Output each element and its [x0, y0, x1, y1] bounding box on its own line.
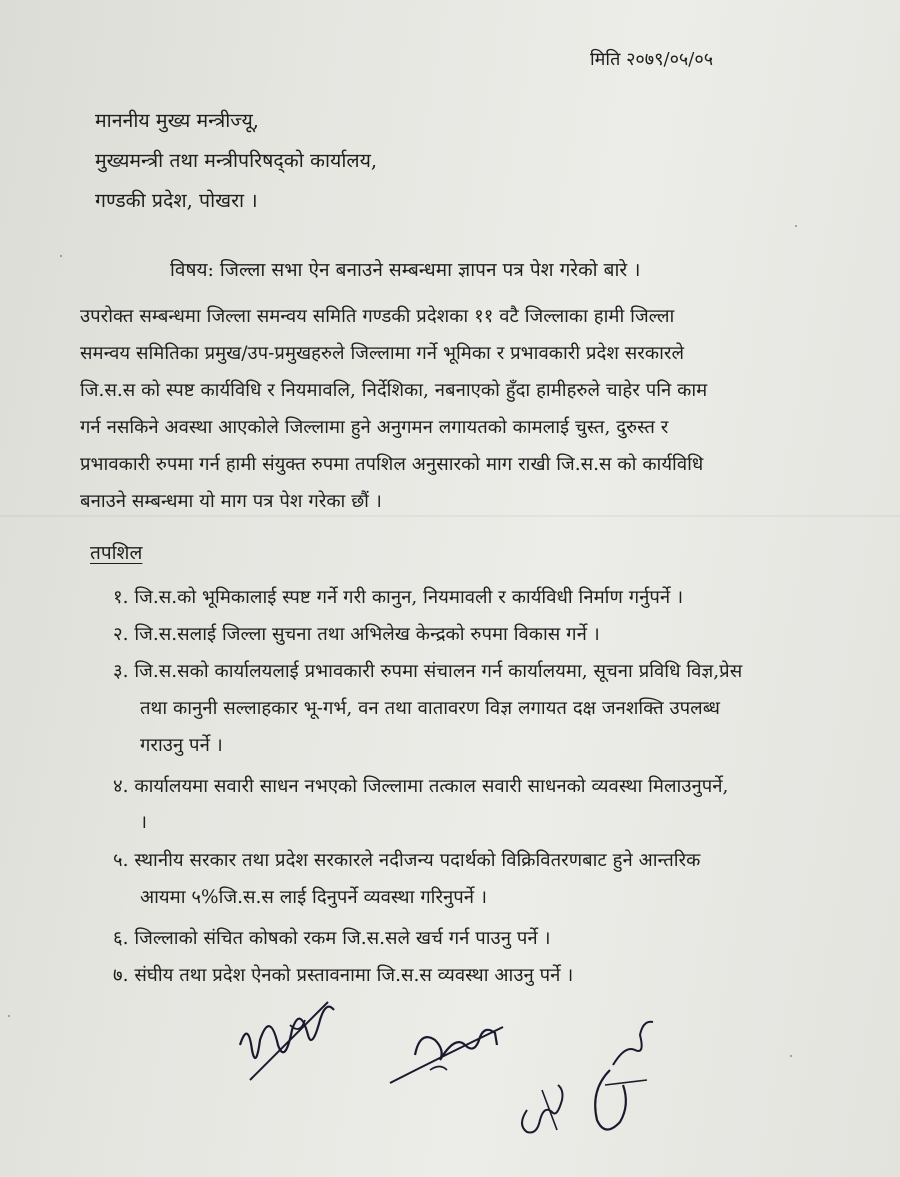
list-item-3-cont-1: तथा कानुनी सल्लाहकार भू-गर्भ, वन तथा वातावरण विज्ञ लगायत दक्ष जनशक्ति उपलब्ध	[140, 698, 720, 719]
body-line-1: उपरोक्त सम्बन्धमा जिल्ला समन्वय समिति गण्डकी प्रदेशका ११ वटै जिल्लाका हामी जिल्ला	[80, 306, 675, 327]
list-item-7: ७. संघीय तथा प्रदेश ऐनको प्रस्तावनामा जि.स.स व्यवस्था आउनु पर्ने ।	[113, 965, 574, 986]
paper-speck	[60, 255, 62, 257]
list-item-4-cont: ।	[140, 812, 148, 833]
list-item-4: ४. कार्यालयमा सवारी साधन नभएको जिल्लामा तत्काल सवारी साधनको व्यवस्था मिलाउनुपर्ने,	[113, 776, 729, 797]
list-item-6: ६. जिल्लाको संचित कोषको रकम जि.स.सले खर्च गर्न पाउनु पर्ने ।	[113, 928, 551, 949]
signature-1	[230, 990, 350, 1090]
address-line-2: मुख्यमन्त्री तथा मन्त्रीपरिषद्को कार्यालय,	[95, 149, 378, 172]
list-item-3: ३. जि.स.सको कार्यालयलाई प्रभावकारी रुपमा संचालन गर्न कार्यालयमा, सूचना प्रविधि विज्ञ,प्रेस	[113, 661, 743, 682]
signature-3	[512, 1070, 572, 1140]
address-line-3: गण्डकी प्रदेश, पोखरा ।	[95, 189, 258, 212]
paper-fold	[0, 515, 900, 517]
letter-date: मिति २०७९/०५/०५	[590, 49, 714, 70]
paper-speck	[790, 1055, 792, 1057]
paper-speck	[8, 1015, 10, 1017]
address-line-1: माननीय मुख्य मन्त्रीज्यू,	[95, 109, 259, 132]
list-item-2: २. जि.स.सलाई जिल्ला सुचना तथा अभिलेख केन्द्रको रुपमा विकास गर्ने ।	[113, 624, 600, 645]
body-line-4: गर्न नसकिने अवस्था आएकोले जिल्लामा हुने अनुगमन लगायतको कामलाई चुस्त, दुरुस्त र	[80, 417, 669, 438]
signature-4	[585, 1010, 660, 1140]
body-line-2: समन्वय समितिका प्रमुख/उप-प्रमुखहरुले जिल्लामा गर्ने भूमिका र प्रभावकारी प्रदेश सरकारले	[80, 343, 684, 364]
paper-speck	[795, 225, 797, 227]
body-line-6: बनाउने सम्बन्धमा यो माग पत्र पेश गरेका छौं ।	[80, 491, 382, 512]
body-line-5: प्रभावकारी रुपमा गर्न हामी संयुक्त रुपमा तपशिल अनुसारको माग राखी जि.स.स को कार्यविधि	[80, 454, 704, 475]
body-line-3: जि.स.स को स्पष्ट कार्यविधि र नियमावलि, निर्देशिका, नबनाएको हुँदा हामीहरुले चाहेर पनि काम	[80, 380, 708, 401]
subject-line: विषय: जिल्ला सभा ऐन बनाउने सम्बन्धमा ज्ञापन पत्र पेश गरेको बारे ।	[170, 259, 641, 281]
list-heading: तपशिल	[90, 542, 143, 564]
list-item-5: ५. स्थानीय सरकार तथा प्रदेश सरकारले नदीजन्य पदार्थको विक्रिवितरणबाट हुने आन्तरिक	[113, 850, 701, 871]
list-item-5-cont: आयमा ५%जि.स.स लाई दिनुपर्ने व्यवस्था गरिनुपर्ने ।	[140, 887, 487, 908]
signature-2	[385, 1015, 510, 1090]
list-item-3-cont-2: गराउनु पर्ने ।	[140, 735, 223, 756]
list-item-1: १. जि.स.को भूमिकालाई स्पष्ट गर्ने गरी कानुन, नियमावली र कार्यविधी निर्माण गर्नुपर्ने ।	[113, 587, 684, 608]
